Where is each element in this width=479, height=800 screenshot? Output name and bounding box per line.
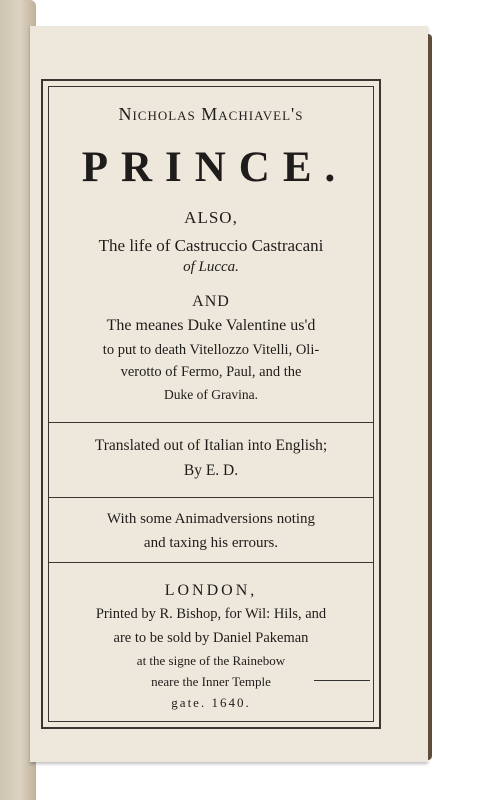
translator-line: By E. D. — [183, 462, 239, 479]
imprint-line-4: neare the Inner Temple — [151, 674, 271, 689]
imprint-date: gate. 1640. — [171, 695, 251, 710]
divider-rule — [48, 422, 374, 423]
divider-rule — [48, 497, 374, 498]
imprint-line-2: are to be sold by Daniel Pakeman — [113, 630, 309, 646]
imprint-line-3: at the signe of the Rainebow — [136, 653, 286, 668]
handwritten-mark — [314, 680, 370, 681]
subtitle-line-1: The life of Castruccio Castracani — [98, 236, 324, 255]
subtitle-line-4: to put to death Vitellozzo Vitelli, Oli- — [102, 342, 320, 358]
book-title: PRINCE. — [81, 144, 349, 191]
subtitle-line-2: of Lucca. — [183, 259, 239, 275]
subtitle-line-5: verotto of Fermo, Paul, and the — [120, 364, 302, 380]
animadversions-line-2: and taxing his errours. — [143, 535, 279, 551]
author-line: Nicholas Machiavel's — [118, 104, 304, 124]
divider-rule — [48, 562, 374, 563]
and-line: AND — [192, 293, 230, 310]
imprint-place: LONDON, — [164, 582, 258, 599]
imprint-line-1: Printed by R. Bishop, for Wil: Hils, and — [95, 606, 327, 622]
subtitle-line-6: Duke of Gravina. — [163, 387, 259, 402]
subtitle-line-3: The meanes Duke Valentine us'd — [106, 317, 316, 334]
also-line: ALSO, — [184, 208, 238, 227]
animadversions-line-1: With some Animadversions noting — [106, 511, 316, 527]
translation-line: Translated out of Italian into English; — [94, 437, 328, 454]
